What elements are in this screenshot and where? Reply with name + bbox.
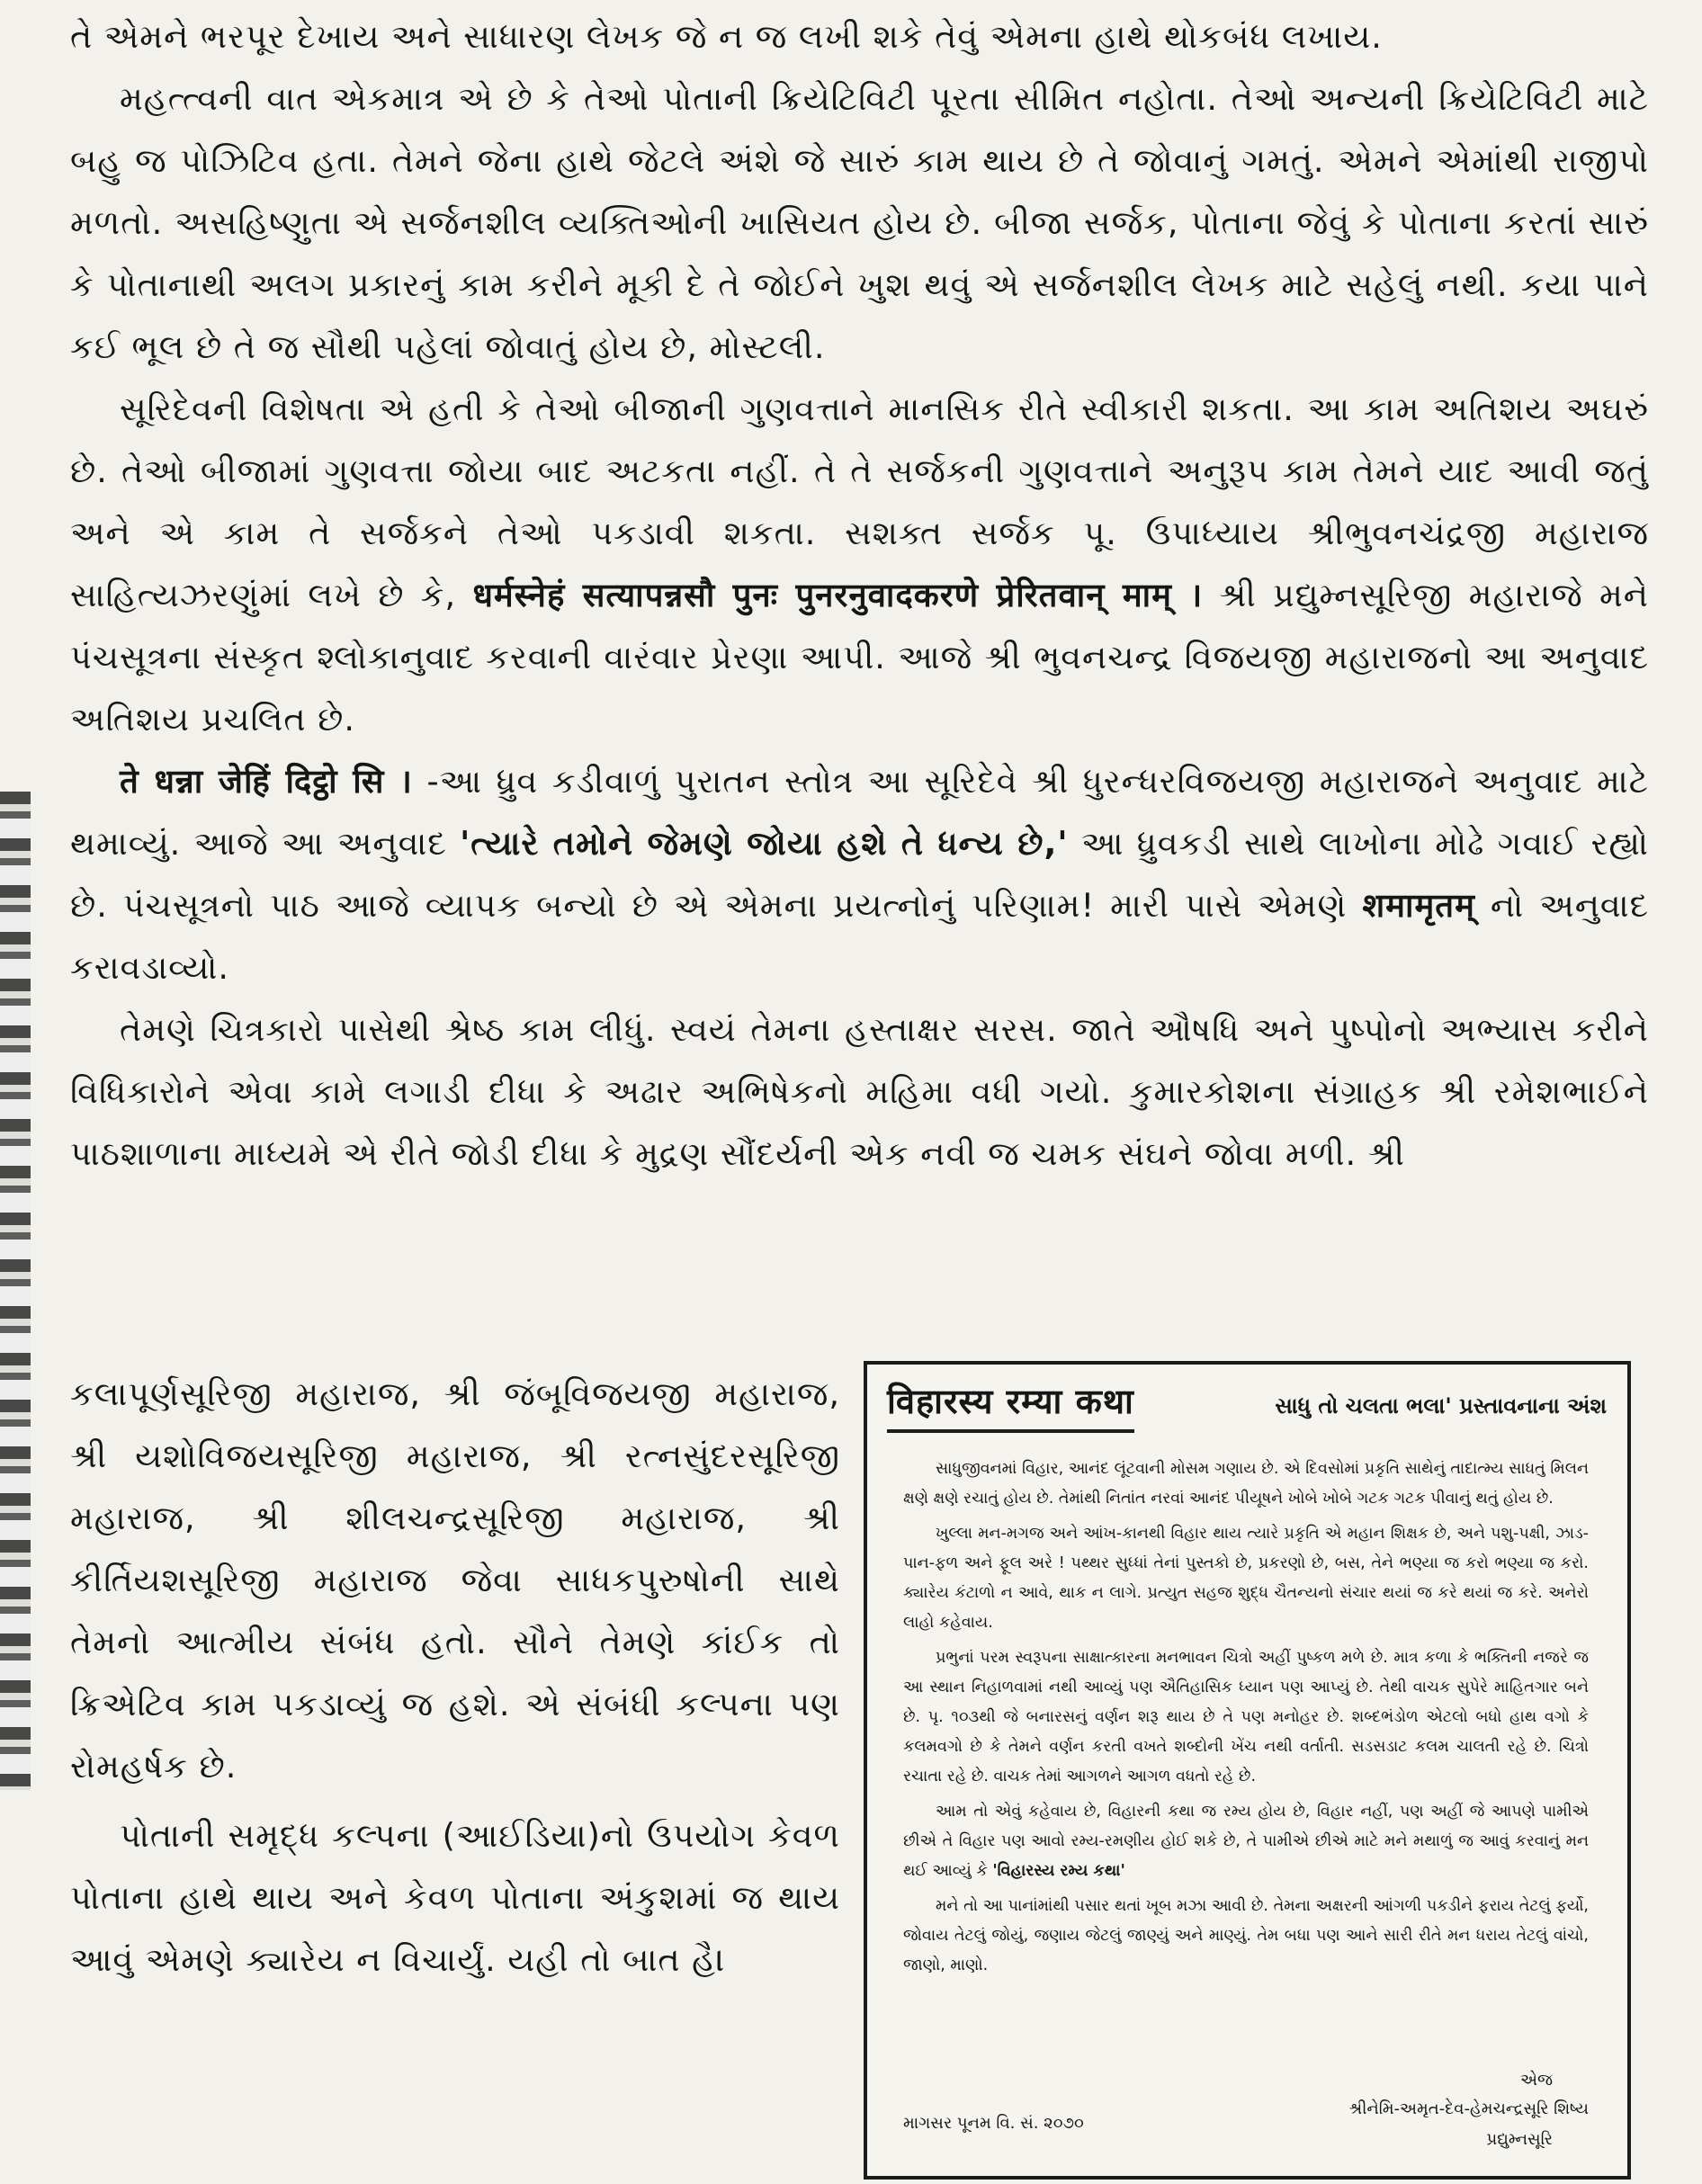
text-span: શ્રી પ્રદ્યુમ્નસૂરિજી મહારાજે મને પંચસૂત્રના સંસ્કૃત શ્લોકાનુવાદ કરવાની વારંવાર પ્રેરણા આપી. આજે શ્રી ભુવનચન્દ્ર વિજયજી મહારાજનો આ અનુવાદ અતિશય પ્રચલિત છે. xyxy=(70,576,1649,738)
box-paragraph: પ્રભુનાં પરમ સ્વરૂપના સાક્ષાત્કારના મનભાવન ચિત્રો અહીં પુષ્કળ મળે છે. માત્ર કળા કે ભક્તિની નજરે જ આ સ્થાન નિહાળવામાં નથી આવ્યું પણ ઐતિહાસિક ધ્યાન પણ આપ્યું છે. તેથી વાચક સુપેરે માહિતગાર બને છે. પૃ. ૧૦૩થી જે બનારસનું વર્ણન શરૂ થાય છે તે પણ મનોહર છે. શબ્દભંડોળ એટલો બધો હાથ વગો કે કલમવગો છે કે તેમને વર્ણન કરતી વખતે શબ્દોની ખેંચ નથી વર્તાતી. સડસડાટ કલમ ચાલતી રહે છે. ચિત્રો રચાતા રહે છે. વાચક તેમાં આગળને આગળ વધતો રહે છે. xyxy=(903,1649,1589,1786)
sanskrit-quote: धर्मस्नेहं सत्यापन्नसौ पुनः पुनरनुवादकरणे प्रेरितवान् माम् । xyxy=(472,576,1204,614)
box-paragraph: ખુલ્લા મન-મગજ અને આંખ-કાનથી વિહાર થાય ત્યારે પ્રકૃતિ એ મહાન શિક્ષક છે, અને પશુ-પક્ષી, ઝાડ-પાન-ફળ અને ફૂલ અરે ! પથ્થર સુધ્ધાં તેનાં પુસ્તકો છે, પ્રકરણો છે, બસ, તેને ભણ્યા જ કરો ભણ્યા જ કરો. ક્યારેય કંટાળો ન આવે, થાક ન લાગે. પ્રત્યુત સહજ શુદ્ધ ચૈતન્યનો સંચાર થયાં જ કરે થયાં જ કરે. અનેરો લાહો કહેવાય. xyxy=(903,1525,1589,1632)
left-column xyxy=(70,1363,840,1991)
sign-date: માગસર પૂનમ વિ. સં. ૨૦૭૦ xyxy=(903,2114,1084,2133)
paragraph: કલાપૂર્ણસૂરિજી મહારાજ, શ્રી જંબૂવિજયજી મહારાજ, શ્રી યશોવિજયસૂરિજી મહારાજ, શ્રી રત્નસુંદરસૂરિજી મહારાજ, શ્રી શીલચન્દ્રસૂરિજી મહારાજ, શ્રી કીર્તિયશસૂરિજી મહારાજ જેવા સાધકપુરુષોની સાથે તેમનો આત્મીય સંબંધ હતો. સૌને તેમણે કાંઈક તો ક્રિએટિવ કામ પકડાવ્યું જ હશે. એ સંબંધી કલ્પના પણ રોમહર્ષક છે. xyxy=(70,1374,840,1786)
main-article xyxy=(70,5,1649,1185)
box-paragraph: મને તો આ પાનાંમાંથી પસાર થતાં ખૂબ મઝા આવી છે. તેમના અક્ષરની આંગળી પકડીને ફરાય તેટલું ફર્યો, જોવાય તેટલું જોયું, જણાય જેટલું જાણ્યું અને માણ્યું. તેમ બધા પણ આને સારી રીતે મન ધરાય તેટલું વાંચો, જાણો, માણો. xyxy=(903,1897,1589,1974)
sign-author: પ્રદ્યુમ્નસૂરિ xyxy=(1486,2130,1553,2149)
bold-quote: 'વિહારસ્ય રમ્ય કથા' xyxy=(992,1862,1125,1880)
box-paragraph xyxy=(903,1797,1589,1886)
text-span: આમ તો એવું કહેવાય છે, વિહારની કથા જ રમ્ય હોય છે, વિહાર નહીં, પણ અહીં જે આપણે પામીએ છીએ તે વિહાર પણ આવો રમ્ય-રમણીય હોઈ શકે છે, તે પામીએ છીએ માટે મને મથાળું જ આવું કરવાનું મન થઈ આવ્યું કે xyxy=(903,1803,1589,1880)
box-title: विहारस्य रम्या कथा xyxy=(887,1377,1134,1433)
paragraph xyxy=(70,750,1649,998)
text-span: -આ ધ્રુવ કડીવાળું પુરાતન સ્તોત્ર આ સૂરિદેવે શ્રી ધુરન્ધરવિજયજી મહારાજને અનુવાદ માટે થમાવ્યું. આજે આ અનુવાદ xyxy=(70,762,1649,863)
decorative-border xyxy=(0,792,31,1790)
paragraph: તે એમને ભરપૂર દેખાય અને સાધારણ લેખક જે ન જ લખી શકે તેવું એમના હાથે થોકબંધ લખાય. xyxy=(70,17,1383,56)
bold-title: शमामृतम् xyxy=(1362,886,1475,925)
paragraph: તેમણે ચિત્રકારો પાસેથી શ્રેષ્ઠ કામ લીધું. સ્વયં તેમના હસ્તાક્ષર સરસ. જાતે ઔષધિ અને પુષ્પોનો અભ્યાસ કરીને વિધિકારોને એવા કામે લગાડી દીધા કે અઢાર અભિષેકનો મહિમા વધી ગયો. કુમારકોશના સંગ્રાહક શ્રી રમેશભાઈને પાઠશાળાના માધ્યમે એ રીતે જોડી દીધા કે મુદ્રણ સૌંદર્યની એક નવી જ ચમક સંઘને જોવા મળી. શ્રી xyxy=(70,1010,1649,1173)
text-span: આ ધ્રુવકડી સાથે લાખોના મોઢે ગવાઈ રહ્યો છે. પંચસૂત્રનો પાઠ આજે વ્યાપક બન્યો છે એ એમના પ્રયત્નોનું પરિણામ! મારી પાસે એમણે xyxy=(70,824,1649,925)
excerpt-box xyxy=(864,1361,1631,2180)
paragraph: પોતાની સમૃદ્ધ કલ્પના (આઈડિયા)નો ઉપયોગ કેવળ પોતાના હાથે થાય અને કેવળ પોતાના અંકુશમાં જ થાય આવું એમણે ક્યારેય ન વિચાર્યું. યહી તો બાત હૈ। xyxy=(70,1816,840,1979)
box-paragraph: સાધુજીવનમાં વિહાર, આનંદ લૂંટવાની મોસમ ગણાય છે. એ દિવસોમાં પ્રકૃતિ સાથેનું તાદાત્મ્ય સાધતું મિલન ક્ષણે ક્ષણે રચાતું હોય છે. તેમાંથી નિતાંત નરવાં આનંદ પીયૂષને ખોબે ખોબે ગટક ગટક પીવાનું થતું હોય છે. xyxy=(903,1460,1589,1508)
sign-closing: એજ xyxy=(1519,2071,1553,2090)
prakrit-quote: ते धन्ना जेहिं दिट्ठो सि । xyxy=(120,762,413,801)
paragraph: મહત્ત્વની વાત એકમાત્ર એ છે કે તેઓ પોતાની ક્રિયેટિવિટી પૂરતા સીમિત નહોતા. તેઓ અન્યની ક્રિયેટિવિટી માટે બહુ જ પોઝિટિવ હતા. તેમને જેના હાથે જેટલે અંશે જે સારું કામ થાય છે તે જોવાનું ગમતું. એમને એમાંથી રાજીપો મળતો. અસહિષ્ણુતા એ સર્જનશીલ વ્યક્તિઓની ખાસિયત હોય છે. બીજા સર્જક, પોતાના જેવું કે પોતાના કરતાં સારું કે પોતાનાથી અલગ પ્રકારનું કામ કરીને મૂકી દે તે જોઈને ખુશ થવું એ સર્જનશીલ લેખક માટે સહેલું નથી. કયા પાને કઈ ભૂલ છે તે જ સૌથી પહેલાં જોવાતું હોય છે, મોસ્ટલી. xyxy=(70,79,1649,366)
sign-lineage: શ્રીનેમિ-અમૃત-દેવ-હેમચન્દ્રસૂરિ શિષ્ય xyxy=(1348,2099,1589,2118)
text-span: નો અનુવાદ કરાવડાવ્યો. xyxy=(70,886,1649,987)
bold-quote: 'ત્યારે તમોને જેમણે જોયા હશે તે ધન્ય છે,' xyxy=(460,824,1069,863)
box-subtitle: સાધુ તો ચલતા ભલા' પ્રસ્તાવનાના અંશ xyxy=(1275,1393,1607,1419)
box-header xyxy=(887,1377,1607,1440)
paragraph xyxy=(70,378,1649,750)
text-span: સૂરિદેવની વિશેષતા એ હતી કે તેઓ બીજાની ગુણવત્તાને માનસિક રીતે સ્વીકારી શકતા. આ કામ અતિશય અઘરું છે. તેઓ બીજામાં ગુણવત્તા જોયા બાદ અટકતા નહીં. તે તે સર્જકની ગુણવત્તાને અનુરૂપ કામ તેમને યાદ આવી જતું અને એ કામ તે સર્જકને તેઓ પકડાવી શકતા. સશક્ત સર્જક પૂ. ઉપાધ્યાય શ્રીભુવનચંદ્રજી મહારાજ સાહિત્યઝરણુંમાં લખે છે કે, xyxy=(70,389,1649,614)
box-body xyxy=(903,1455,1589,1986)
